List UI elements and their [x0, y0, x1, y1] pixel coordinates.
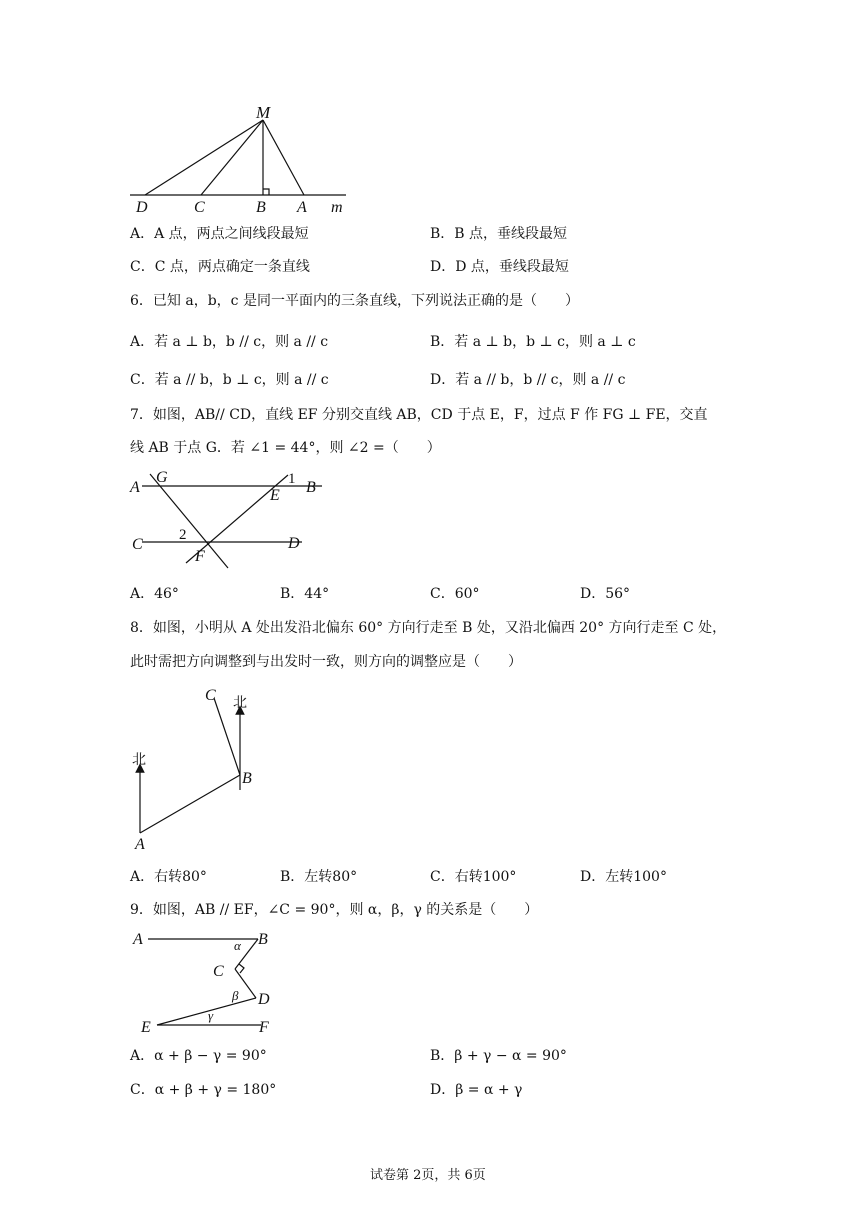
- label-D: D: [288, 535, 300, 552]
- q9-figure: [130, 928, 290, 1038]
- label-D: D: [136, 199, 148, 216]
- label-1: 1: [288, 471, 296, 487]
- label-A: A: [130, 479, 140, 496]
- label-F: F: [259, 1019, 269, 1036]
- label-gamma: γ: [208, 1008, 214, 1023]
- q6-option-a[interactable]: A．若 a ⊥ b，b // c，则 a // c: [130, 334, 329, 350]
- label-B: B: [258, 931, 268, 948]
- label-C: C: [213, 963, 224, 980]
- label-M: M: [256, 103, 271, 122]
- q9-option-c[interactable]: C．α + β + γ = 180°: [130, 1082, 277, 1098]
- q7-stem-line1: 7．如图，AB// CD，直线 EF 分别交直线 AB，CD 于点 E，F，过点 F 作 FG ⊥ FE，交直: [130, 407, 708, 423]
- label-B: B: [242, 770, 252, 787]
- label-A: A: [297, 199, 307, 216]
- label-G: G: [156, 469, 168, 486]
- q8-option-b[interactable]: B．左转80°: [280, 869, 358, 885]
- q8-option-d[interactable]: D．左转100°: [580, 869, 667, 885]
- q5-option-b[interactable]: B．B 点，垂线段最短: [430, 226, 568, 242]
- label-C: C: [194, 199, 205, 216]
- q7-figure: [130, 465, 340, 575]
- label-C: C: [132, 536, 143, 553]
- label-beta: β: [232, 988, 239, 1003]
- label-2: 2: [179, 527, 187, 543]
- label-m: m: [331, 199, 343, 216]
- label-E: E: [141, 1019, 151, 1036]
- label-B: B: [256, 199, 266, 216]
- north-label-b: 北: [233, 696, 247, 711]
- q8-figure: [125, 680, 275, 855]
- q8-stem-line2: 此时需把方向调整到与出发时一致，则方向的调整应是（ ）: [130, 654, 522, 670]
- q7-option-a[interactable]: A．46°: [130, 586, 179, 602]
- q6-stem: 6．已知 a，b，c 是同一平面内的三条直线，下列说法正确的是（ ）: [130, 293, 579, 309]
- q5-option-a[interactable]: A．A 点，两点之间线段最短: [130, 226, 309, 242]
- q8-option-a[interactable]: A．右转80°: [130, 869, 207, 885]
- north-label-a: 北: [132, 753, 146, 768]
- q9-option-a[interactable]: A．α + β − γ = 90°: [130, 1048, 267, 1064]
- label-A: A: [135, 836, 145, 853]
- label-F: F: [195, 548, 205, 565]
- label-alpha: α: [234, 938, 241, 953]
- label-D: D: [258, 991, 270, 1008]
- q8-stem-line1: 8．如图，小明从 A 处出发沿北偏东 60° 方向行走至 B 处，又沿北偏西 20° 方向行走至 C 处，: [130, 620, 727, 636]
- q9-option-d[interactable]: D．β = α + γ: [430, 1082, 523, 1098]
- page-footer: 试卷第 2页，共 6页: [370, 1168, 486, 1183]
- q7-option-b[interactable]: B．44°: [280, 586, 330, 602]
- q5-figure: [120, 100, 360, 216]
- label-C: C: [205, 687, 216, 704]
- q9-option-b[interactable]: B．β + γ − α = 90°: [430, 1048, 567, 1064]
- q7-option-c[interactable]: C．60°: [430, 586, 480, 602]
- q5-option-d[interactable]: D．D 点，垂线段最短: [430, 259, 569, 275]
- q7-option-d[interactable]: D．56°: [580, 586, 631, 602]
- q9-stem: 9．如图，AB // EF，∠C = 90°，则 α，β，γ 的关系是（ ）: [130, 902, 539, 918]
- label-B: B: [306, 479, 316, 496]
- q7-stem-line2: 线 AB 于点 G．若 ∠1 = 44°，则 ∠2 =（ ）: [130, 440, 441, 456]
- q6-option-d[interactable]: D．若 a // b，b // c，则 a // c: [430, 372, 626, 388]
- q5-option-c[interactable]: C．C 点，两点确定一条直线: [130, 259, 310, 275]
- label-A: A: [133, 931, 143, 948]
- label-E: E: [270, 487, 280, 504]
- q6-option-b[interactable]: B．若 a ⊥ b，b ⊥ c，则 a ⊥ c: [430, 334, 636, 350]
- q6-option-c[interactable]: C．若 a // b，b ⊥ c，则 a // c: [130, 372, 329, 388]
- q8-option-c[interactable]: C．右转100°: [430, 869, 517, 885]
